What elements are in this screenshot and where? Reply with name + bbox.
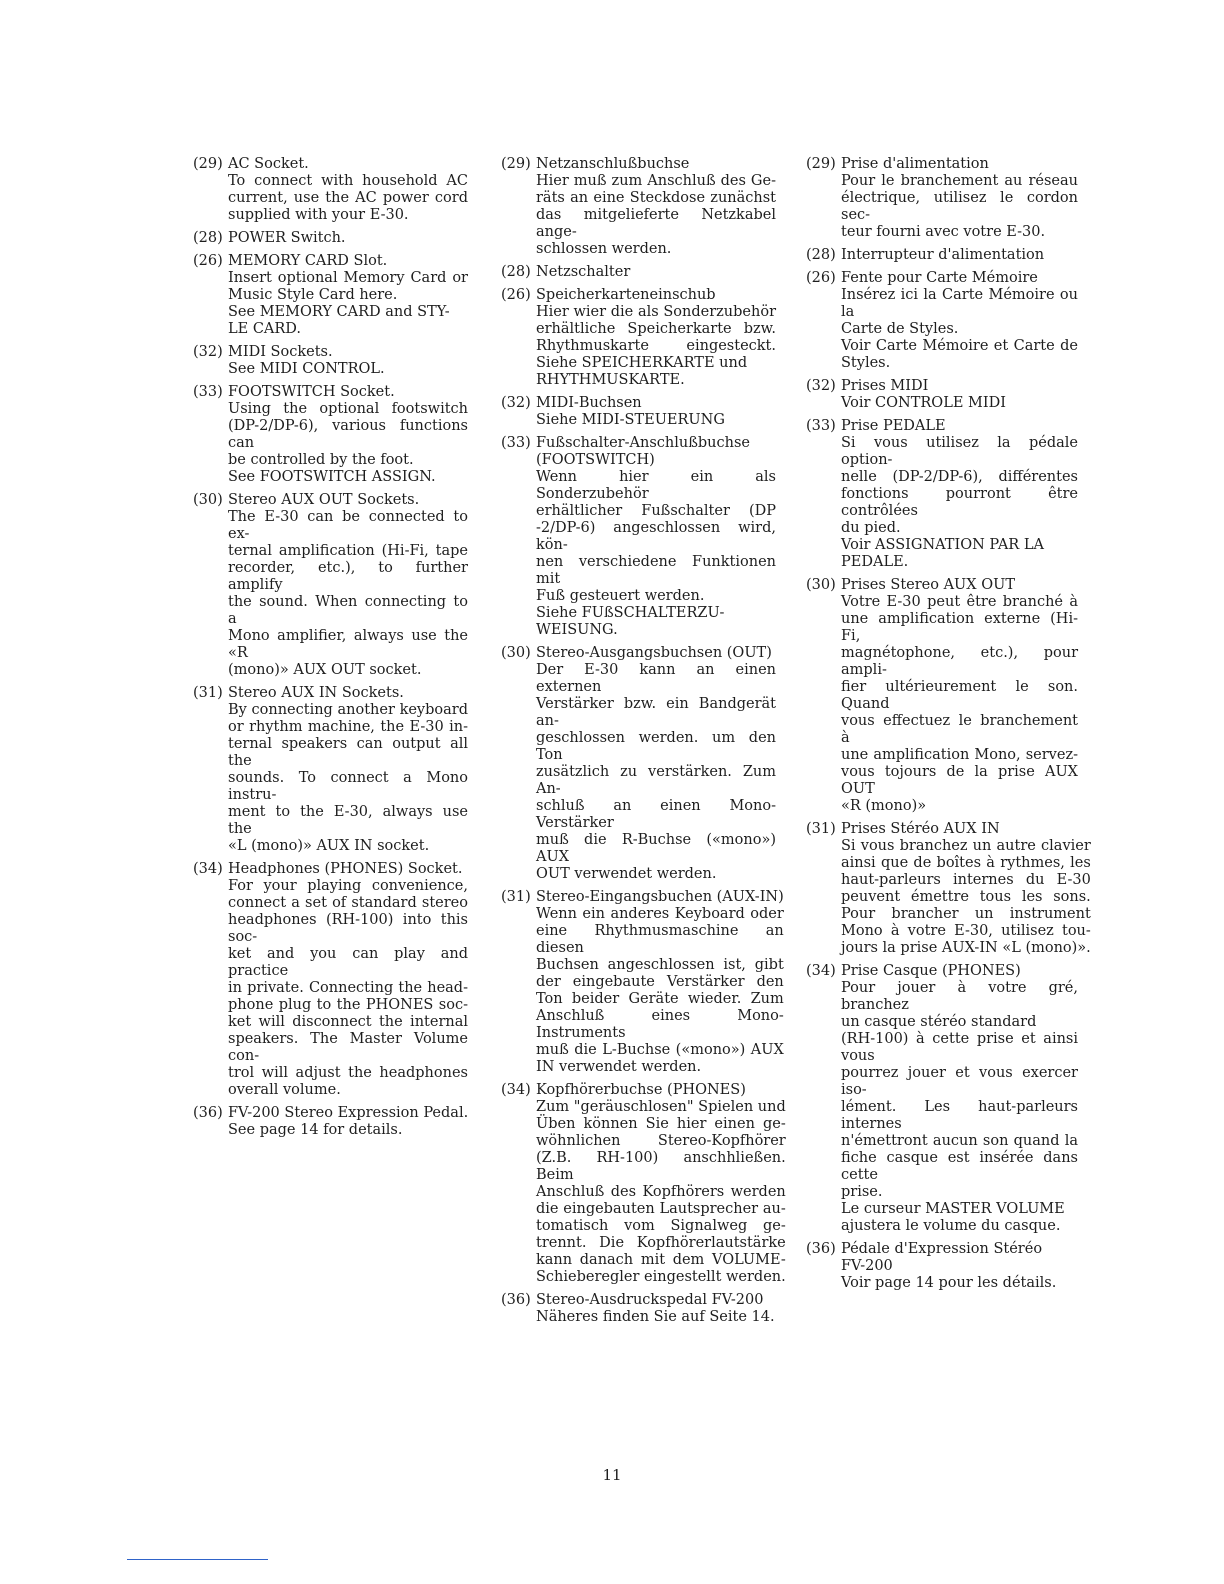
- entry-line: See MEMORY CARD and STY-: [228, 304, 450, 320]
- entry-number: (26): [501, 287, 531, 303]
- entry-line: Siehe MIDI-STEUERUNG: [536, 412, 725, 428]
- entry-heading: MEMORY CARD Slot.: [228, 253, 388, 269]
- entry-line: Styles.: [841, 355, 891, 371]
- entry-number: (34): [193, 861, 223, 877]
- entry-line: headphones (RH-100) into this soc-: [228, 912, 468, 945]
- entry-line: Hier muß zum Anschluß des Ge-: [536, 173, 776, 189]
- entry-line: Fuß gesteuert werden.: [536, 588, 705, 604]
- entry-text: [228, 156, 468, 224]
- entry-line: FV-200: [841, 1258, 893, 1274]
- entry-heading: Prises MIDI: [841, 378, 929, 394]
- entry-text: [536, 287, 776, 389]
- footnote-rule: [127, 1559, 268, 1560]
- entry-line: WEISUNG.: [536, 622, 618, 638]
- entry-fr-34: [806, 963, 1078, 1235]
- entry-text: [536, 1292, 776, 1326]
- entry-heading: Speicherkarteneinschub: [536, 287, 716, 303]
- entry-number: (36): [501, 1292, 531, 1308]
- entry-number: (29): [193, 156, 223, 172]
- entry-heading: Stereo-Eingangsbuchen (AUX-IN): [536, 889, 784, 905]
- entry-text: [841, 156, 1078, 241]
- entry-line: Mono amplifier, always use the «R: [228, 628, 468, 661]
- entry-number: (32): [501, 395, 531, 411]
- entry-de-36: [501, 1292, 776, 1326]
- entry-line: Insert optional Memory Card or: [228, 270, 468, 286]
- entry-text: [228, 384, 468, 486]
- entry-line: nen verschiedene Funktionen mit: [536, 554, 776, 587]
- entry-line: Pour brancher un instrument: [841, 906, 1091, 922]
- entry-line: «L (mono)» AUX IN socket.: [228, 838, 430, 854]
- entry-line: OUT verwendet werden.: [536, 866, 717, 882]
- entry-line: supplied with your E-30.: [228, 207, 409, 223]
- entry-text: [228, 230, 468, 247]
- entry-text: [536, 395, 776, 429]
- entry-line: Anschluß des Kopfhörers werden: [536, 1184, 786, 1200]
- entry-de-26: [501, 287, 776, 389]
- entry-line: Wenn ein anderes Keyboard oder: [536, 906, 784, 922]
- entry-line: LE CARD.: [228, 321, 302, 337]
- entry-number: (31): [501, 889, 531, 905]
- entry-fr-33: [806, 418, 1078, 571]
- entry-line: die eingebauten Lautsprecher au-: [536, 1201, 786, 1217]
- entry-text: [841, 577, 1078, 815]
- entry-line: trol will adjust the headphones: [228, 1065, 468, 1081]
- entry-line: muß die R-Buchse («mono») AUX: [536, 832, 776, 865]
- entry-text: [536, 435, 776, 639]
- entry-heading: Pédale d'Expression Stéréo: [841, 1241, 1043, 1257]
- entry-heading: Fußschalter-Anschlußbuchse: [536, 435, 750, 451]
- entry-heading: Netzschalter: [536, 264, 631, 280]
- entry-line: Voir page 14 pour les détails.: [841, 1275, 1057, 1291]
- entry-line: recorder, etc.), to further amplify: [228, 560, 468, 593]
- column-french: [806, 156, 1091, 1298]
- entry-line: Der E-30 kann an einen externen: [536, 662, 776, 695]
- entry-number: (31): [806, 821, 836, 837]
- entry-line: Voir CONTROLE MIDI: [841, 395, 1006, 411]
- entry-line: schluß an einen Mono-Verstärker: [536, 798, 776, 831]
- entry-line: vous tojours de la prise AUX OUT: [841, 764, 1078, 797]
- entry-line: un casque stéréo standard: [841, 1014, 1037, 1030]
- entry-line: Voir Carte Mémoire et Carte de: [841, 338, 1078, 354]
- entry-line: -2/DP-6) angeschlossen wird, kön-: [536, 520, 776, 553]
- entry-fr-31: [806, 821, 1091, 957]
- entry-line: prise.: [841, 1184, 883, 1200]
- entry-line: Buchsen angeschlossen ist, gibt: [536, 957, 784, 973]
- entry-en-29: [193, 156, 468, 224]
- entry-line: ket will disconnect the internal: [228, 1014, 468, 1030]
- entry-line: To connect with household AC: [228, 173, 468, 189]
- entry-line: électrique, utilisez le cordon sec-: [841, 190, 1078, 223]
- entry-line: haut-parleurs internes du E-30: [841, 872, 1091, 888]
- entry-line: See FOOTSWITCH ASSIGN.: [228, 469, 436, 485]
- entry-line: eine Rhythmusmaschine an diesen: [536, 923, 784, 956]
- entry-heading: MIDI-Buchsen: [536, 395, 642, 411]
- entry-number: (36): [806, 1241, 836, 1257]
- entry-line: du pied.: [841, 520, 901, 536]
- entry-de-32: [501, 395, 776, 429]
- entry-number: (33): [806, 418, 836, 434]
- entry-fr-29: [806, 156, 1078, 241]
- entry-line: Mono à votre E-30, utilisez tou-: [841, 923, 1091, 939]
- entry-line: Ton beider Geräte wieder. Zum: [536, 991, 784, 1007]
- entry-line: current, use the AC power cord: [228, 190, 468, 206]
- entry-line: (Z.B. RH-100) anschhließen. Beim: [536, 1150, 786, 1183]
- entry-line: For your playing convenience,: [228, 878, 468, 894]
- entry-heading: MIDI Sockets.: [228, 344, 333, 360]
- entry-text: [841, 821, 1091, 957]
- entry-number: (34): [806, 963, 836, 979]
- entry-text: [228, 492, 468, 679]
- entry-number: (30): [806, 577, 836, 593]
- entry-line: kann danach mit dem VOLUME-: [536, 1252, 786, 1268]
- entry-line: the sound. When connecting to a: [228, 594, 468, 627]
- entry-heading: Headphones (PHONES) Socket.: [228, 861, 463, 877]
- entry-line: ment to the E-30, always use the: [228, 804, 468, 837]
- entry-heading: Kopfhörerbuchse (PHONES): [536, 1082, 746, 1098]
- entry-text: [536, 889, 784, 1076]
- entry-line: une amplification Mono, servez-: [841, 747, 1078, 763]
- entry-number: (28): [193, 230, 223, 246]
- entry-line: connect a set of standard stereo: [228, 895, 468, 911]
- entry-line: Si vous branchez un autre clavier: [841, 838, 1091, 854]
- entry-heading: Stereo AUX OUT Sockets.: [228, 492, 420, 508]
- entry-fr-32: [806, 378, 1078, 412]
- entry-line: tomatisch vom Signalweg ge-: [536, 1218, 786, 1234]
- entry-heading: Prise PEDALE: [841, 418, 946, 434]
- entry-text: [841, 270, 1078, 372]
- entry-heading: POWER Switch.: [228, 230, 346, 246]
- entry-line: Music Style Card here.: [228, 287, 398, 303]
- entry-line: Rhythmuskarte eingesteckt.: [536, 338, 776, 354]
- entry-line: Voir ASSIGNATION PAR LA: [841, 537, 1044, 553]
- entry-line: une amplification externe (Hi-Fi,: [841, 611, 1078, 644]
- entry-line: RHYTHMUSKARTE.: [536, 372, 685, 388]
- entry-en-34: [193, 861, 468, 1099]
- entry-line: Siehe SPEICHERKARTE und: [536, 355, 748, 371]
- entry-number: (32): [806, 378, 836, 394]
- entry-line: (mono)» AUX OUT socket.: [228, 662, 422, 678]
- entry-heading: Stereo-Ausgangsbuchsen (OUT): [536, 645, 772, 661]
- entry-number: (33): [501, 435, 531, 451]
- entry-text: [228, 861, 468, 1099]
- entry-fr-26: [806, 270, 1078, 372]
- entry-text: [536, 156, 776, 258]
- entry-fr-30: [806, 577, 1078, 815]
- entry-line: erhältliche Speicherkarte bzw.: [536, 321, 776, 337]
- entry-line: vous effectuez le branchement à: [841, 713, 1078, 746]
- entry-line: teur fourni avec votre E-30.: [841, 224, 1046, 240]
- entry-line: zusätzlich zu verstärken. Zum An-: [536, 764, 776, 797]
- entry-line: Siehe FUßSCHALTERZU-: [536, 605, 725, 621]
- entry-line: (RH-100) à cette prise et ainsi vous: [841, 1031, 1078, 1064]
- entry-number: (34): [501, 1082, 531, 1098]
- entry-line: ket and you can play and practice: [228, 946, 468, 979]
- entry-line: fier ultérieurement le son. Quand: [841, 679, 1078, 712]
- entry-text: [228, 344, 468, 378]
- entry-text: [841, 1241, 1078, 1292]
- entry-number: (32): [193, 344, 223, 360]
- entry-heading: Stereo AUX IN Sockets.: [228, 685, 404, 701]
- entry-number: (29): [501, 156, 531, 172]
- entry-line: See MIDI CONTROL.: [228, 361, 385, 377]
- entry-number: (36): [193, 1105, 223, 1121]
- entry-line: Näheres finden Sie auf Seite 14.: [536, 1309, 775, 1325]
- entry-de-29: [501, 156, 776, 258]
- page-number: 11: [602, 1466, 622, 1484]
- entry-heading: Prises Stéréo AUX IN: [841, 821, 1000, 837]
- entry-en-36: [193, 1105, 468, 1139]
- entry-line: sounds. To connect a Mono instru-: [228, 770, 468, 803]
- entry-line: Zum "geräuschlosen" Spielen und: [536, 1099, 786, 1115]
- entry-line: nelle (DP-2/DP-6), différentes: [841, 469, 1078, 485]
- entry-number: (31): [193, 685, 223, 701]
- entry-text: [536, 645, 776, 883]
- entry-line: Schieberegler eingestellt werden.: [536, 1269, 786, 1285]
- entry-line: Üben können Sie hier einen ge-: [536, 1116, 786, 1132]
- entry-heading: AC Socket.: [228, 156, 309, 172]
- entry-heading: Prise d'alimentation: [841, 156, 989, 172]
- entry-line: geschlossen werden. um den Ton: [536, 730, 776, 763]
- entry-line: Le curseur MASTER VOLUME: [841, 1201, 1065, 1217]
- entry-heading: Prise Casque (PHONES): [841, 963, 1021, 979]
- entry-heading: FOOTSWITCH Socket.: [228, 384, 395, 400]
- entry-line: wöhnlichen Stereo-Kopfhörer: [536, 1133, 786, 1149]
- entry-line: magnétophone, etc.), pour ampli-: [841, 645, 1078, 678]
- entry-line: Pour jouer à votre gré, branchez: [841, 980, 1078, 1013]
- entry-line: IN verwendet werden.: [536, 1059, 702, 1075]
- entry-line: ternal speakers can output all the: [228, 736, 468, 769]
- entry-line: Pour le branchement au réseau: [841, 173, 1078, 189]
- entry-de-34: [501, 1082, 786, 1286]
- entry-line: Carte de Styles.: [841, 321, 959, 337]
- entry-number: (26): [193, 253, 223, 269]
- entry-text: [841, 247, 1078, 264]
- entry-line: in private. Connecting the head-: [228, 980, 468, 996]
- entry-de-31: [501, 889, 784, 1076]
- entry-line: Hier wier die als Sonderzubehör: [536, 304, 776, 320]
- entry-en-28: [193, 230, 468, 247]
- column-english: [193, 156, 468, 1145]
- entry-line: «R (mono)»: [841, 798, 927, 814]
- entry-line: n'émettront aucun son quand la: [841, 1133, 1078, 1149]
- entry-line: See page 14 for details.: [228, 1122, 403, 1138]
- entry-number: (29): [806, 156, 836, 172]
- entry-line: (DP-2/DP-6), various functions can: [228, 418, 468, 451]
- entry-line: jours la prise AUX-IN «L (mono)».: [841, 940, 1091, 956]
- entry-line: fonctions pourront être contrôlées: [841, 486, 1078, 519]
- entry-number: (33): [193, 384, 223, 400]
- entry-en-26: [193, 253, 468, 338]
- entry-line: lément. Les haut-parleurs internes: [841, 1099, 1078, 1132]
- entry-line: Votre E-30 peut être branché à: [841, 594, 1078, 610]
- entry-line: erhältlicher Fußschalter (DP: [536, 503, 776, 519]
- entry-line: trennt. Die Kopfhörerlautstärke: [536, 1235, 786, 1251]
- entry-line: (FOOTSWITCH): [536, 452, 655, 468]
- entry-heading: Prises Stereo AUX OUT: [841, 577, 1015, 593]
- entry-text: [228, 685, 468, 855]
- entry-line: Wenn hier ein als Sonderzubehör: [536, 469, 776, 502]
- entry-heading: Stereo-Ausdruckspedal FV-200: [536, 1292, 764, 1308]
- entry-line: ainsi que de boîtes à rythmes, les: [841, 855, 1091, 871]
- entry-heading: FV-200 Stereo Expression Pedal.: [228, 1105, 469, 1121]
- entry-en-30: [193, 492, 468, 679]
- entry-line: be controlled by the foot.: [228, 452, 414, 468]
- entry-line: By connecting another keyboard: [228, 702, 468, 718]
- entry-line: muß die L-Buchse («mono») AUX: [536, 1042, 784, 1058]
- entry-line: speakers. The Master Volume con-: [228, 1031, 468, 1064]
- entry-line: overall volume.: [228, 1082, 341, 1098]
- entry-line: pourrez jouer et vous exercer iso-: [841, 1065, 1078, 1098]
- entry-heading: Netzanschlußbuchse: [536, 156, 690, 172]
- entry-line: peuvent émettre tous les sons.: [841, 889, 1091, 905]
- entry-en-31: [193, 685, 468, 855]
- entry-number: (30): [501, 645, 531, 661]
- entry-line: das mitgelieferte Netzkabel ange-: [536, 207, 776, 240]
- entry-number: (28): [501, 264, 531, 280]
- column-german: [501, 156, 786, 1332]
- entry-line: ternal amplification (Hi-Fi, tape: [228, 543, 468, 559]
- entry-heading: Interrupteur d'alimentation: [841, 247, 1045, 263]
- entry-line: schlossen werden.: [536, 241, 672, 257]
- entry-de-33: [501, 435, 776, 639]
- entry-text: [841, 963, 1078, 1235]
- entry-line: phone plug to the PHONES soc-: [228, 997, 468, 1013]
- entry-text: [536, 1082, 786, 1286]
- entry-de-28: [501, 264, 776, 281]
- entry-line: Verstärker bzw. ein Bandgerät an-: [536, 696, 776, 729]
- entry-line: fiche casque est insérée dans cette: [841, 1150, 1078, 1183]
- entry-number: (26): [806, 270, 836, 286]
- entry-line: Anschluß eines Mono-Instruments: [536, 1008, 784, 1041]
- entry-fr-36: [806, 1241, 1078, 1292]
- entry-line: or rhythm machine, the E-30 in-: [228, 719, 468, 735]
- entry-text: [841, 378, 1078, 412]
- entry-fr-28: [806, 247, 1078, 264]
- entry-line: Insérez ici la Carte Mémoire ou la: [841, 287, 1078, 320]
- entry-line: Using the optional footswitch: [228, 401, 468, 417]
- entry-heading: Fente pour Carte Mémoire: [841, 270, 1038, 286]
- entry-line: PEDALE.: [841, 554, 909, 570]
- entry-de-30: [501, 645, 776, 883]
- entry-text: [228, 1105, 468, 1139]
- entry-line: räts an eine Steckdose zunächst: [536, 190, 776, 206]
- entry-line: The E-30 can be connected to ex-: [228, 509, 468, 542]
- entry-en-32: [193, 344, 468, 378]
- entry-text: [228, 253, 468, 338]
- entry-line: der eingebaute Verstärker den: [536, 974, 784, 990]
- entry-line: Si vous utilisez la pédale option-: [841, 435, 1078, 468]
- entry-text: [841, 418, 1078, 571]
- entry-number: (30): [193, 492, 223, 508]
- entry-number: (28): [806, 247, 836, 263]
- entry-line: ajustera le volume du casque.: [841, 1218, 1061, 1234]
- entry-en-33: [193, 384, 468, 486]
- entry-text: [536, 264, 776, 281]
